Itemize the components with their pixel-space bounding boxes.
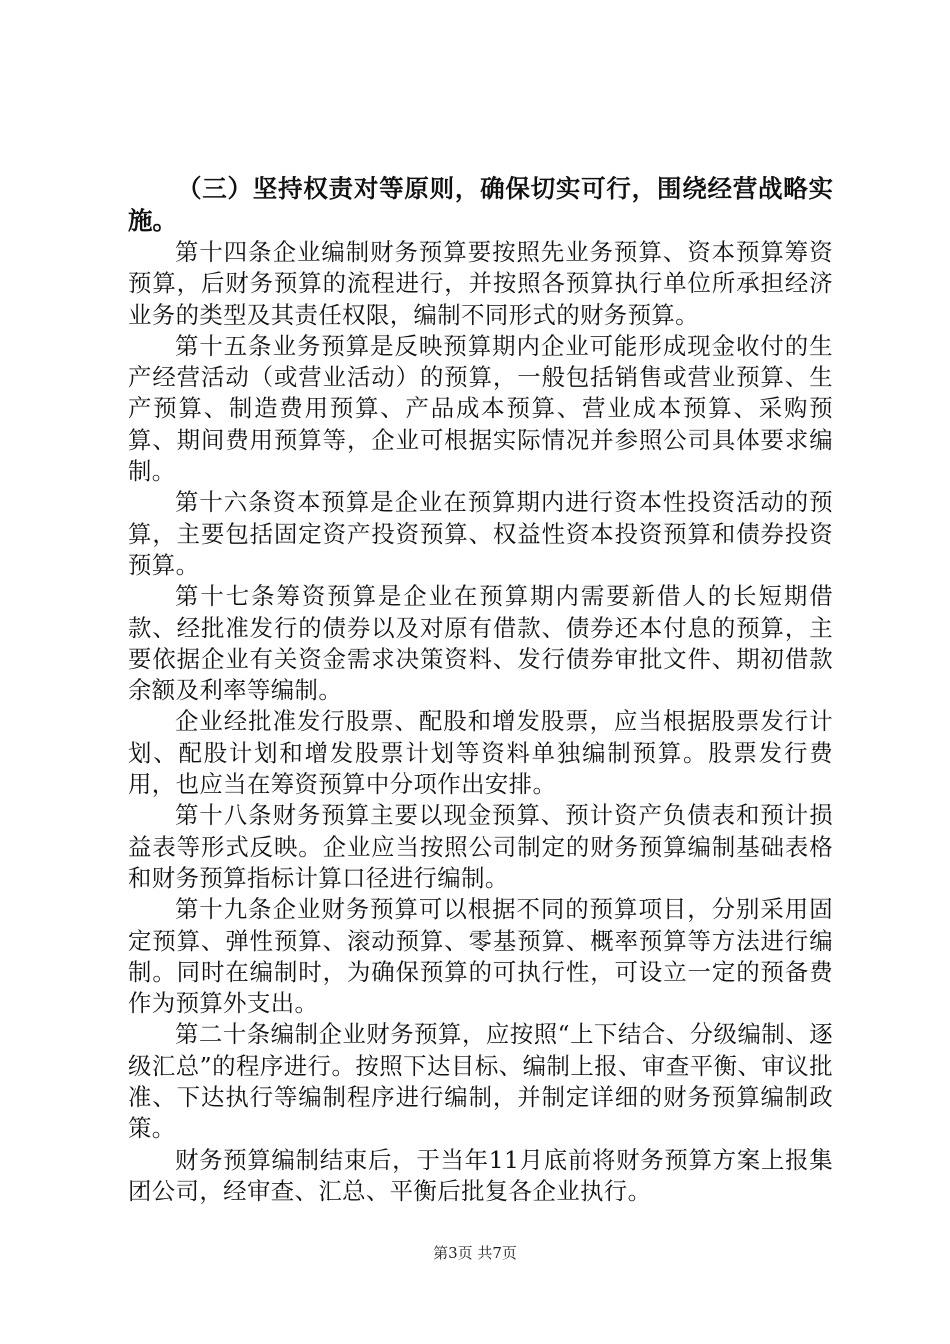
paragraph-article-19: 第十九条企业财务预算可以根据不同的预算项目，分别采用固定预算、弹性预算、滚动预算、零基预算、概率预算等方法进行编制。同时在编制时，为确保预算的可执行性，可设立一定的预备费作为预算外支出。	[128, 895, 833, 1018]
paragraph-submission-deadline: 财务预算编制结束后，于当年11月底前将财务预算方案上报集团公司，经审查、汇总、平衡后批复各企业执行。	[128, 1145, 833, 1205]
paragraph-article-15: 第十五条业务预算是反映预算期内企业可能形成现金收付的生产经营活动（或营业活动）的预算，一般包括销售或营业预算、生产预算、制造费用预算、产品成本预算、营业成本预算、采购预算、期间费用预算等，企业可根据实际情况并参照公司具体要求编制。	[128, 331, 833, 486]
paragraph-article-14: 第十四条企业编制财务预算要按照先业务预算、资本预算筹资预算，后财务预算的流程进行，并按照各预算执行单位所承担经济业务的类型及其责任权限，编制不同形式的财务预算。	[128, 238, 833, 329]
paragraph-article-16: 第十六条资本预算是企业在预算期内进行资本性投资活动的预算，主要包括固定资产投资预算、权益性资本投资预算和债券投资预算。	[128, 488, 833, 579]
page-number-footer: 第3页 共7页	[433, 1244, 517, 1262]
paragraph-article-17: 第十七条筹资预算是企业在预算期内需要新借人的长短期借款、经批准发行的债券以及对原有借款、债券还本付息的预算，主要依据企业有关资金需求决策资料、发行债券审批文件、期初借款余额及利率等编制。	[128, 582, 833, 705]
paragraph-article-18: 第十八条财务预算主要以现金预算、预计资产负债表和预计损益表等形式反映。企业应当按照公司制定的财务预算编制基础表格和财务预算指标计算口径进行编制。	[128, 801, 833, 892]
document-body	[128, 173, 833, 1207]
section-heading: （三）坚持权责对等原则，确保切实可行，围绕经营战略实施。	[128, 174, 833, 235]
paragraph-stock-issuance: 企业经批准发行股票、配股和增发股票，应当根据股票发行计划、配股计划和增发股票计划等资料单独编制预算。股票发行费用，也应当在筹资预算中分项作出安排。	[128, 707, 833, 799]
paragraph-article-20: 第二十条编制企业财务预算，应按照“上下结合、分级编制、逐级汇总”的程序进行。按照下达目标、编制上报、审查平衡、审议批准、下达执行等编制程序进行编制，并制定详细的财务预算编制政策。	[128, 1020, 833, 1143]
